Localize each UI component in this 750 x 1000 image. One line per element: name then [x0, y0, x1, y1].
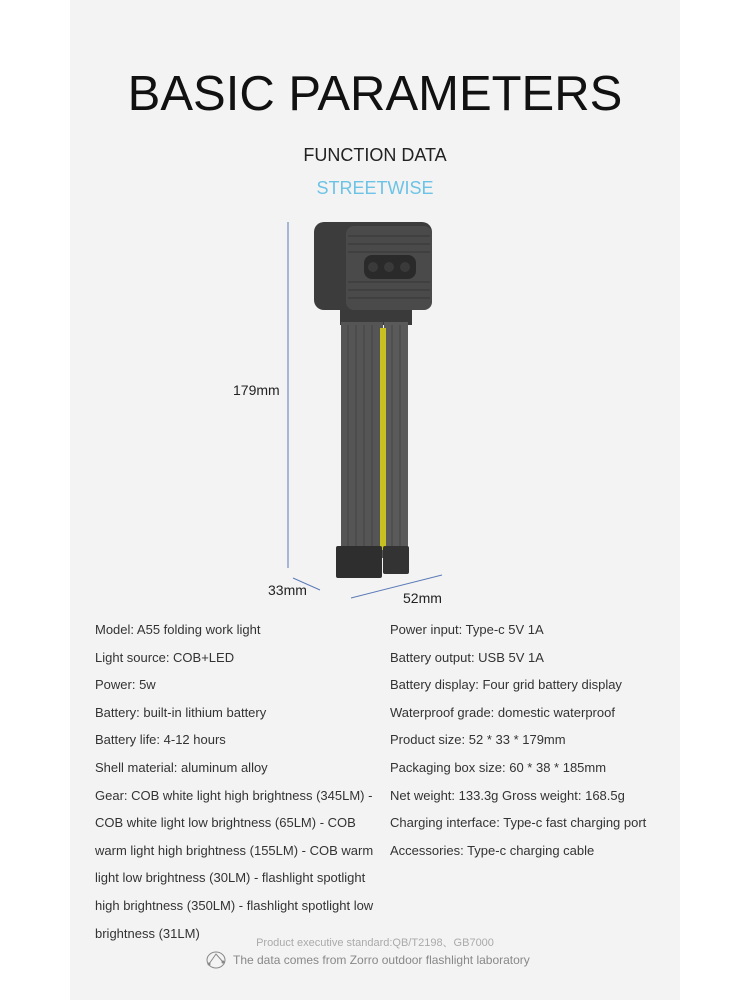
spec-item: Net weight: 133.3g Gross weight: 168.5g: [390, 787, 625, 803]
spec-item: COB white light low brightness (65LM) - COB: [95, 815, 356, 831]
spec-item: Battery life: 4-12 hours: [95, 732, 226, 748]
lab-logo-icon: [203, 950, 229, 970]
height-label: 179mm: [233, 382, 280, 398]
spec-item: Power: 5w: [95, 677, 156, 693]
spec-item: Charging interface: Type-c fast charging port: [390, 815, 647, 831]
width-label: 52mm: [403, 590, 442, 606]
source-note: [203, 950, 530, 970]
spec-item: brightness (31LM): [95, 925, 200, 941]
spec-item: Model: A55 folding work light: [95, 622, 261, 637]
depth-label: 33mm: [268, 582, 307, 598]
spec-item: Light source: COB+LED: [95, 649, 235, 665]
spec-item: warm light high brightness (155LM) - COB warm: [95, 842, 374, 858]
spec-item: Power input: Type-c 5V 1A: [390, 622, 544, 637]
spec-item: Packaging box size: 60 * 38 * 185mm: [390, 759, 607, 775]
spec-item: Battery output: USB 5V 1A: [390, 649, 544, 665]
cob-strip: [380, 328, 386, 550]
spec-item: Battery display: Four grid battery display: [390, 677, 622, 693]
spec-item: light low brightness (30LM) - flashlight spotlight: [95, 870, 366, 886]
brand-name: STREETWISE: [316, 178, 434, 198]
standard-note: Product executive standard:QB/T2198、GB7000: [256, 937, 494, 949]
source-text: The data comes from Zorro outdoor flashlight laboratory: [233, 953, 530, 967]
spec-item: Gear: COB white light high brightness (345LM) -: [95, 787, 373, 803]
page-title: BASIC PARAMETERS: [127, 67, 623, 121]
spec-item: Waterproof grade: domestic waterproof: [390, 704, 615, 720]
spec-item: Battery: built-in lithium battery: [95, 704, 267, 720]
work-light-image: [314, 222, 432, 578]
specs-right: [390, 616, 646, 864]
specs-left: [95, 616, 373, 947]
spec-item: Accessories: Type-c charging cable: [390, 842, 595, 858]
spec-item: Product size: 52 * 33 * 179mm: [390, 732, 566, 748]
spec-item: high brightness (350LM) - flashlight spotlight low: [95, 897, 374, 913]
subtitle: FUNCTION DATA: [303, 145, 447, 165]
spec-item: Shell material: aluminum alloy: [95, 759, 268, 775]
